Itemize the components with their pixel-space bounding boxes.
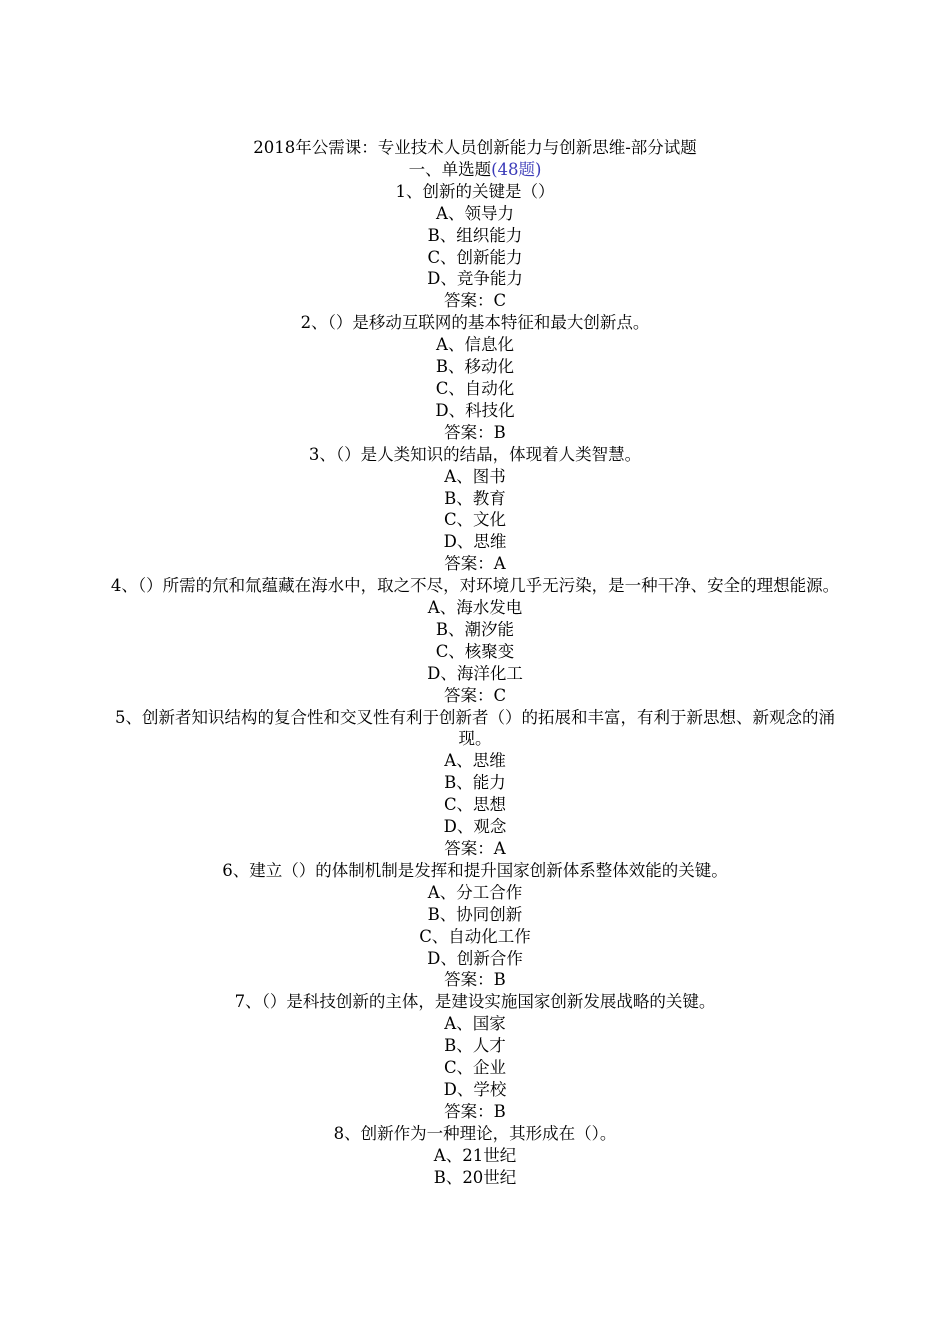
- question-stem: 7、（）是科技创新的主体，是建设实施国家创新发展战略的关键。: [234, 992, 716, 1012]
- option-b: B、人才: [444, 1036, 506, 1056]
- question-2: [110, 312, 840, 443]
- question-stem: 2、（）是移动互联网的基本特征和最大创新点。: [300, 313, 650, 333]
- option-c: C、思想: [443, 795, 507, 815]
- answer: 答案：C: [443, 685, 507, 705]
- option-d: D、观念: [443, 817, 507, 837]
- answer: 答案：B: [444, 422, 506, 442]
- section-count: (48题): [491, 159, 542, 179]
- question-stem: 8、创新作为一种理论，其形成在（）。: [333, 1123, 617, 1143]
- answer: 答案：B: [444, 1101, 506, 1121]
- option-b: B、20世纪: [433, 1167, 517, 1187]
- option-a: A、思维: [444, 751, 506, 771]
- option-c: C、自动化工作: [419, 926, 531, 946]
- option-a: A、信息化: [436, 335, 514, 355]
- option-a: A、图书: [444, 466, 506, 486]
- section-label: 一、单选题: [408, 159, 492, 179]
- question-5: [110, 707, 840, 860]
- option-d: D、科技化: [435, 400, 515, 420]
- option-d: D、创新合作: [427, 948, 523, 968]
- option-b: B、协同创新: [427, 904, 523, 924]
- option-d: D、海洋化工: [427, 663, 523, 683]
- answer: 答案：B: [444, 970, 506, 990]
- question-1: [110, 181, 840, 312]
- option-c: C、自动化: [435, 378, 515, 398]
- option-a: A、国家: [444, 1014, 506, 1034]
- question-stem: 4、（）所需的氘和氚蕴藏在海水中，取之不尽，对环境几乎无污染，是一种干净、安全的理想能源。: [110, 576, 840, 596]
- option-a: A、海水发电: [427, 598, 523, 618]
- option-a: A、分工合作: [427, 882, 523, 902]
- question-7: [110, 991, 840, 1122]
- option-b: B、能力: [444, 773, 506, 793]
- option-c: C、核聚变: [435, 641, 515, 661]
- option-c: C、创新能力: [427, 247, 523, 267]
- option-b: B、教育: [444, 488, 506, 508]
- answer: 答案：A: [444, 839, 506, 858]
- question-stem: 3、（）是人类知识的结晶，体现着人类智慧。: [308, 444, 642, 464]
- option-c: C、文化: [443, 510, 507, 530]
- question-stem: 1、创新的关键是（）: [395, 181, 555, 201]
- question-stem: 5、创新者知识结构的复合性和交叉性有利于创新者（）的拓展和丰富，有利于新思想、新观念的涌现。: [115, 707, 835, 749]
- option-b: B、潮汐能: [435, 619, 515, 639]
- section-heading: [110, 159, 840, 181]
- question-stem: 6、建立（）的体制机制是发挥和提升国家创新体系整体效能的关键。: [222, 860, 728, 880]
- answer: 答案：C: [443, 291, 507, 311]
- document-title: 2018年公需课：专业技术人员创新能力与创新思维-部分试题: [253, 138, 697, 157]
- document-body: [110, 137, 840, 1189]
- option-d: D、学校: [443, 1079, 507, 1099]
- question-4: [110, 575, 840, 706]
- option-c: C、企业: [443, 1058, 507, 1078]
- answer: 答案：A: [444, 554, 506, 574]
- option-d: D、竞争能力: [427, 269, 523, 289]
- question-3: [110, 444, 840, 575]
- question-6: [110, 860, 840, 991]
- option-a: A、领导力: [436, 203, 514, 223]
- option-a: A、21世纪: [433, 1145, 517, 1165]
- option-b: B、组织能力: [427, 225, 523, 245]
- option-d: D、思维: [443, 532, 507, 552]
- question-8: [110, 1123, 840, 1189]
- option-b: B、移动化: [435, 357, 515, 377]
